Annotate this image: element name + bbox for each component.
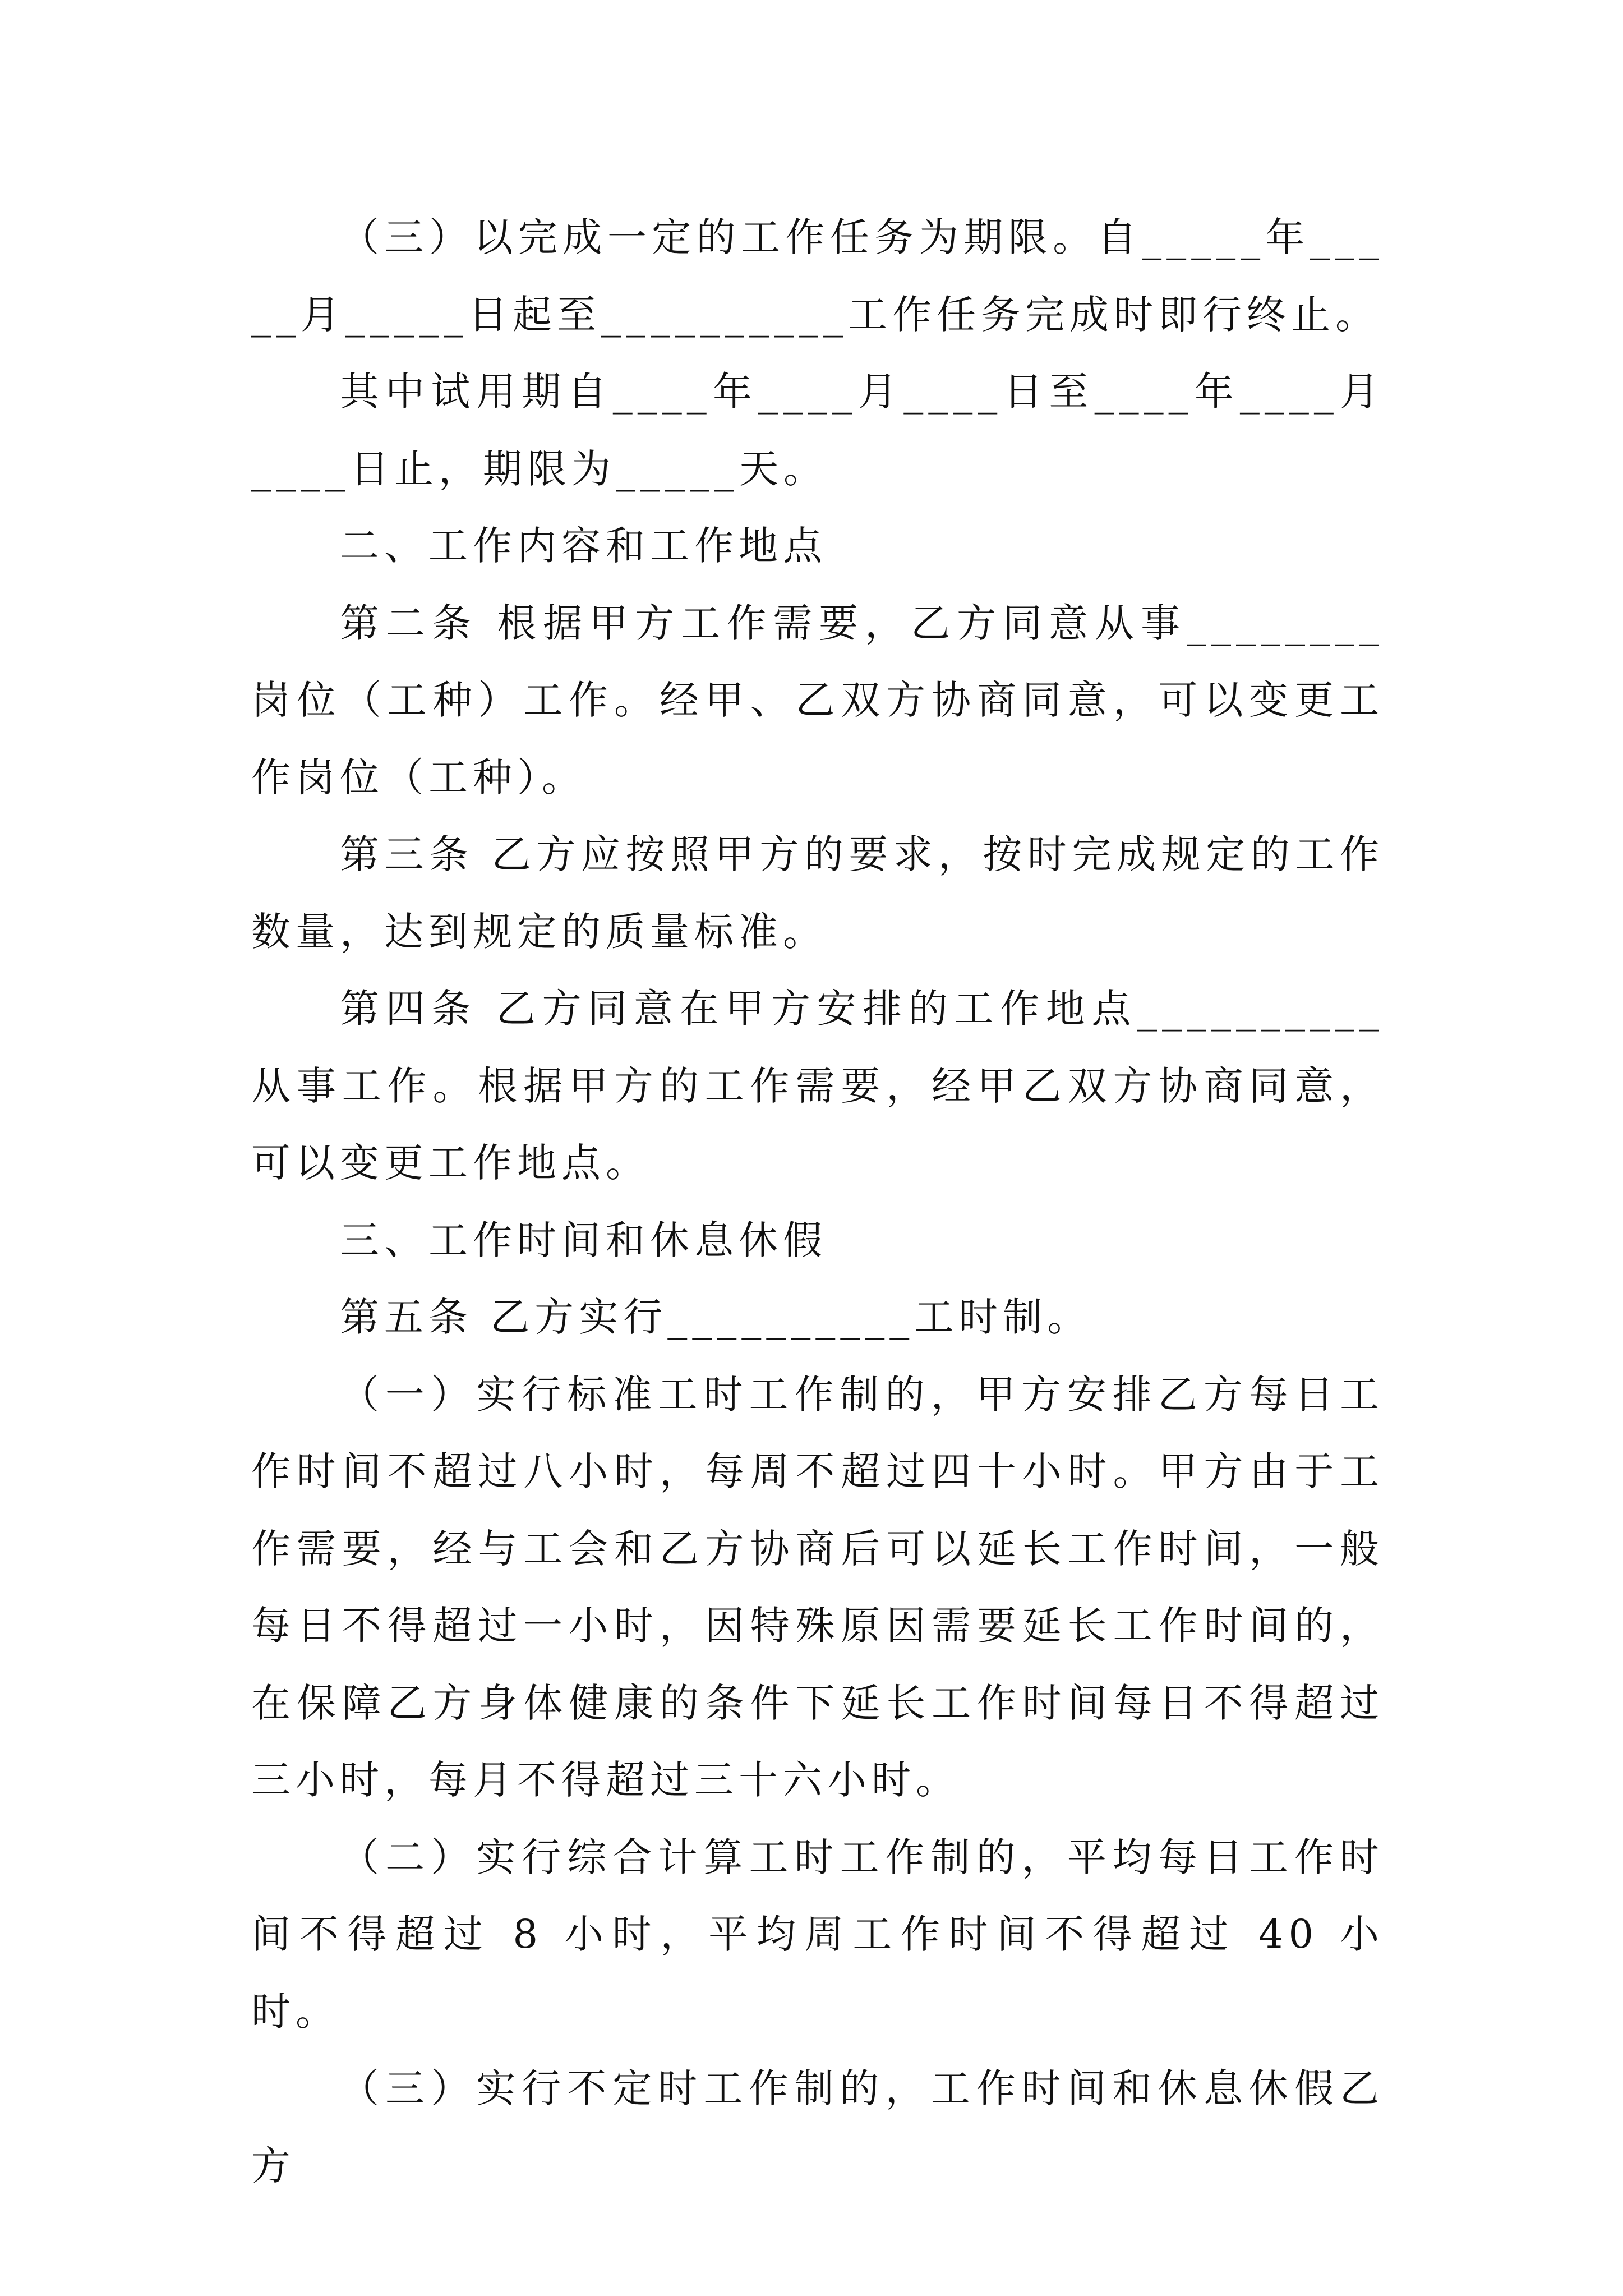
paragraph-term-task-based: （三）以完成一定的工作任务为期限。自_____年_____月_____日起至__________工作任务完成时即行终止。 xyxy=(251,214,1384,338)
article-5-hours-system: 第五条 乙方实行__________工时制。 xyxy=(340,1294,1092,1340)
article-3-work-quantity: 第三条 乙方应按照甲方的要求，按时完成规定的工作数量，达到规定的质量标准。 xyxy=(251,831,1384,955)
paragraph-probation-period: 其中试用期自____年____月____日至____年____月____日止，期限为_____天。 xyxy=(251,369,1384,492)
article-2-job-position: 第二条 根据甲方工作需要，乙方同意从事________岗位（工种）工作。经甲、乙双方协商同意，可以变更工作岗位（工种）。 xyxy=(251,600,1384,800)
paragraph-comprehensive-hours: （二）实行综合计算工时工作制的，平均每日工作时间不得超过 8 小时，平均周工作时间不得超过 40 小时。 xyxy=(251,1834,1384,2035)
paragraph-standard-hours: （一）实行标准工时工作制的，甲方安排乙方每日工作时间不超过八小时，每周不超过四十小时。甲方由于工作需要，经与工会和乙方协商后可以延长工作时间，一般每日不得超过一小时，因特殊原因需要延长工作时间的，在保障乙方身体健康的条件下延长工作时间每日不得超过三小时，每月不得超过三十六小时。 xyxy=(251,1371,1384,1803)
paragraph-flexible-hours: （三）实行不定时工作制的，工作时间和休息休假乙方 xyxy=(251,2065,1384,2189)
section-heading-work-content: 二、工作内容和工作地点 xyxy=(340,523,827,569)
contract-body xyxy=(251,199,1384,2205)
section-heading-working-hours: 三、工作时间和休息休假 xyxy=(340,1217,827,1263)
article-4-work-location: 第四条 乙方同意在甲方安排的工作地点__________从事工作。根据甲方的工作需要，经甲乙双方协商同意，可以变更工作地点。 xyxy=(251,986,1384,1186)
